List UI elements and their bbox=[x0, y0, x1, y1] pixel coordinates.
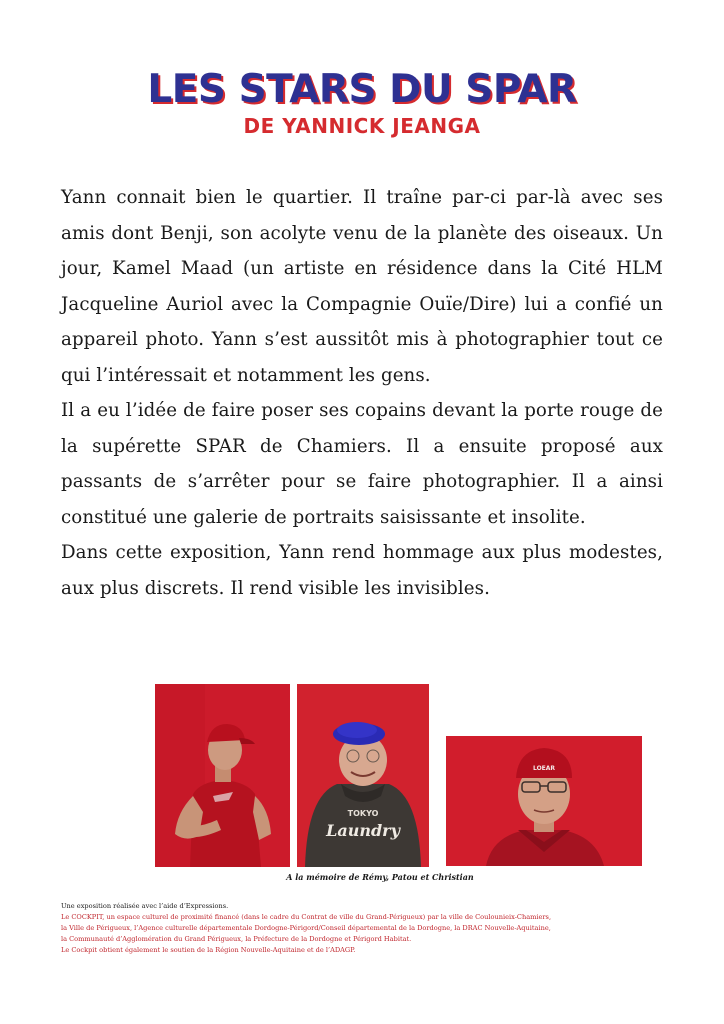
portrait-3-illustration bbox=[446, 736, 642, 866]
portrait-photo-2 bbox=[297, 684, 429, 867]
exhibition-title: LES STARS DU SPAR bbox=[147, 67, 577, 112]
credits-line-3: la Ville de Périgueux, l’Agence culturelle départementale Dordogne-Périgord/Conseil départemental de la Dordogne, la DRAC Nouvelle-Aquitaine, bbox=[61, 924, 551, 932]
paragraph-3: Dans cette exposition, Yann rend hommage aux plus modestes, aux plus discrets. Il rend visible les invisibles. bbox=[61, 542, 663, 599]
portrait-photo-3 bbox=[446, 736, 642, 866]
credits-block bbox=[61, 901, 681, 956]
credits-line-4: la Communauté d’Agglomération du Grand Périgueux, la Préfecture de la Dordogne et Périgord Habitat. bbox=[61, 935, 412, 943]
credits-line-5: Le Cockpit obtient également le soutien de la Région Nouvelle-Aquitaine et de l’ADAGP. bbox=[61, 946, 356, 954]
cap-text: LOEAR bbox=[532, 765, 556, 772]
exhibition-subtitle: DE YANNICK JEANGA bbox=[243, 114, 481, 138]
portrait-1-illustration bbox=[155, 684, 290, 867]
photo-caption: A la mémoire de Rémy, Patou et Christian bbox=[286, 872, 474, 882]
credits-line-1: Une exposition réalisée avec l’aide d’Expressions. bbox=[61, 902, 229, 910]
shirt-text-2: Laundry bbox=[326, 821, 400, 840]
paragraph-1: Yann connait bien le quartier. Il traîne par-ci par-là avec ses amis dont Benji, son acolyte venu de la planète des oiseaux. Un jour, Kamel Maad (un artiste en résidence dans la Cité HLM Jacqueline Auriol avec la Compagnie Ouïe/Dire) lui a confié un appareil photo. Yann s’est aussitôt mis à photographier tout ce qui l’intéressait et notamment les gens. bbox=[61, 187, 663, 386]
portrait-2-illustration bbox=[297, 684, 429, 867]
portrait-photo-1 bbox=[155, 684, 290, 867]
shirt-text-1: TOKYO bbox=[347, 809, 379, 818]
description-text bbox=[61, 180, 663, 606]
credits-line-2: Le COCKPIT, un espace culturel de proximité financé (dans le cadre du Contrat de ville du Grand-Périgueux) par la ville de Coulounieix-Chamiers, bbox=[61, 913, 552, 921]
paragraph-2: Il a eu l’idée de faire poser ses copains devant la porte rouge de la supérette SPAR de Chamiers. Il a ensuite proposé aux passants de s’arrêter pour se faire photographier. Il a ainsi constitué une galerie de portraits saisissante et insolite. bbox=[61, 400, 663, 528]
